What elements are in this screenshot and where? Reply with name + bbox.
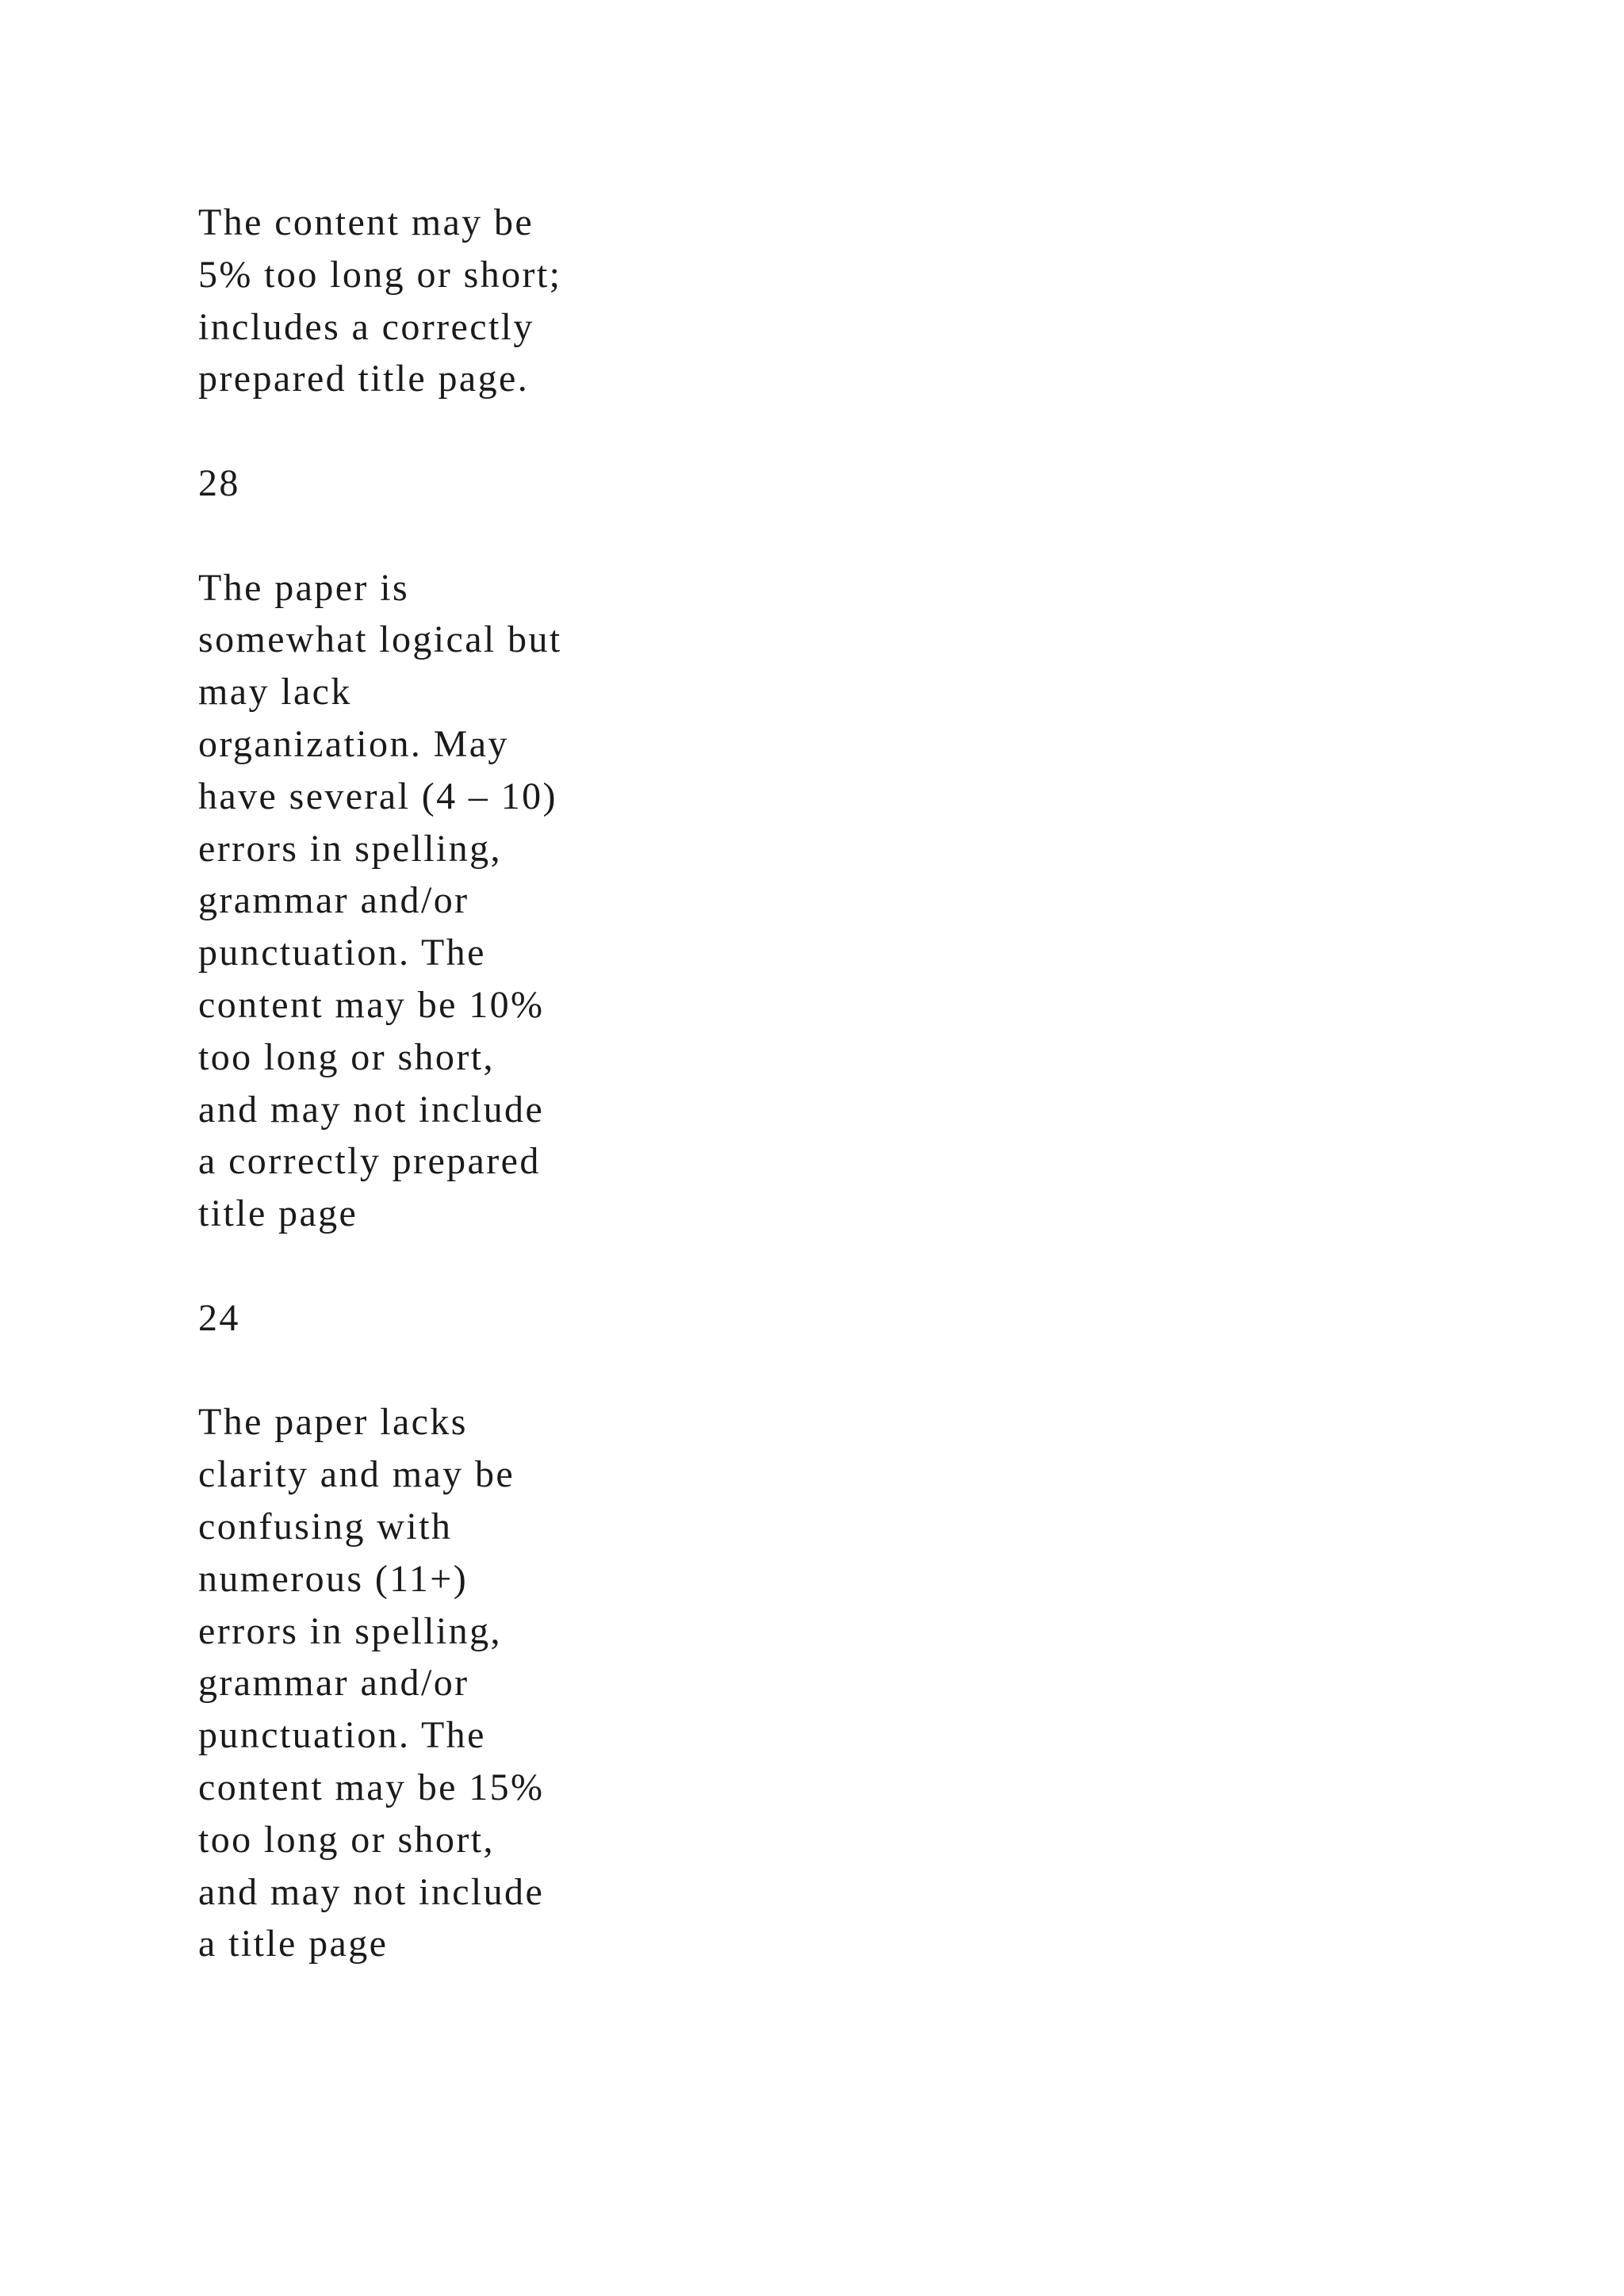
text-line: too long or short,: [198, 1035, 495, 1078]
criterion-description-fair: [198, 1396, 690, 1970]
score-28: [198, 457, 690, 510]
text-line: a title page: [198, 1923, 389, 1965]
paragraph-gap: [198, 1345, 690, 1397]
text-line: The content may be: [198, 201, 534, 243]
text-line: grammar and/or: [198, 879, 469, 922]
score-24: [198, 1292, 690, 1345]
text-line: confusing with: [198, 1505, 453, 1548]
paragraph-gap: [198, 510, 690, 562]
text-line: clarity and may be: [198, 1453, 515, 1496]
paragraph-gap: [198, 1240, 690, 1292]
text-line: title page: [198, 1192, 358, 1235]
text-line: punctuation. The: [198, 932, 486, 974]
score-value: 28: [198, 461, 240, 504]
text-line: and may not include: [198, 1088, 545, 1131]
text-line: have several (4 – 10): [198, 775, 557, 817]
criterion-description-excellent: [198, 197, 690, 405]
text-line: grammar and/or: [198, 1662, 469, 1705]
text-line: errors in spelling,: [198, 827, 502, 870]
text-line: organization. May: [198, 722, 509, 765]
criterion-description-good: [198, 562, 690, 1240]
text-line: errors in spelling,: [198, 1609, 502, 1652]
text-line: 5% too long or short;: [198, 253, 562, 296]
text-line: The paper is: [198, 566, 410, 609]
text-line: The paper lacks: [198, 1401, 468, 1444]
score-value: 24: [198, 1296, 240, 1339]
text-line: may lack: [198, 671, 352, 714]
paragraph-gap: [198, 405, 690, 457]
text-line: content may be 10%: [198, 983, 545, 1026]
text-line: numerous (11+): [198, 1557, 469, 1600]
text-line: and may not include: [198, 1870, 545, 1913]
text-column: [198, 197, 690, 1970]
text-line: too long or short,: [198, 1818, 495, 1861]
text-line: somewhat logical but: [198, 618, 562, 661]
text-line: a correctly prepared: [198, 1140, 541, 1183]
text-line: punctuation. The: [198, 1714, 486, 1757]
text-line: prepared title page.: [198, 358, 530, 400]
text-line: includes a correctly: [198, 305, 534, 348]
text-line: content may be 15%: [198, 1766, 545, 1808]
